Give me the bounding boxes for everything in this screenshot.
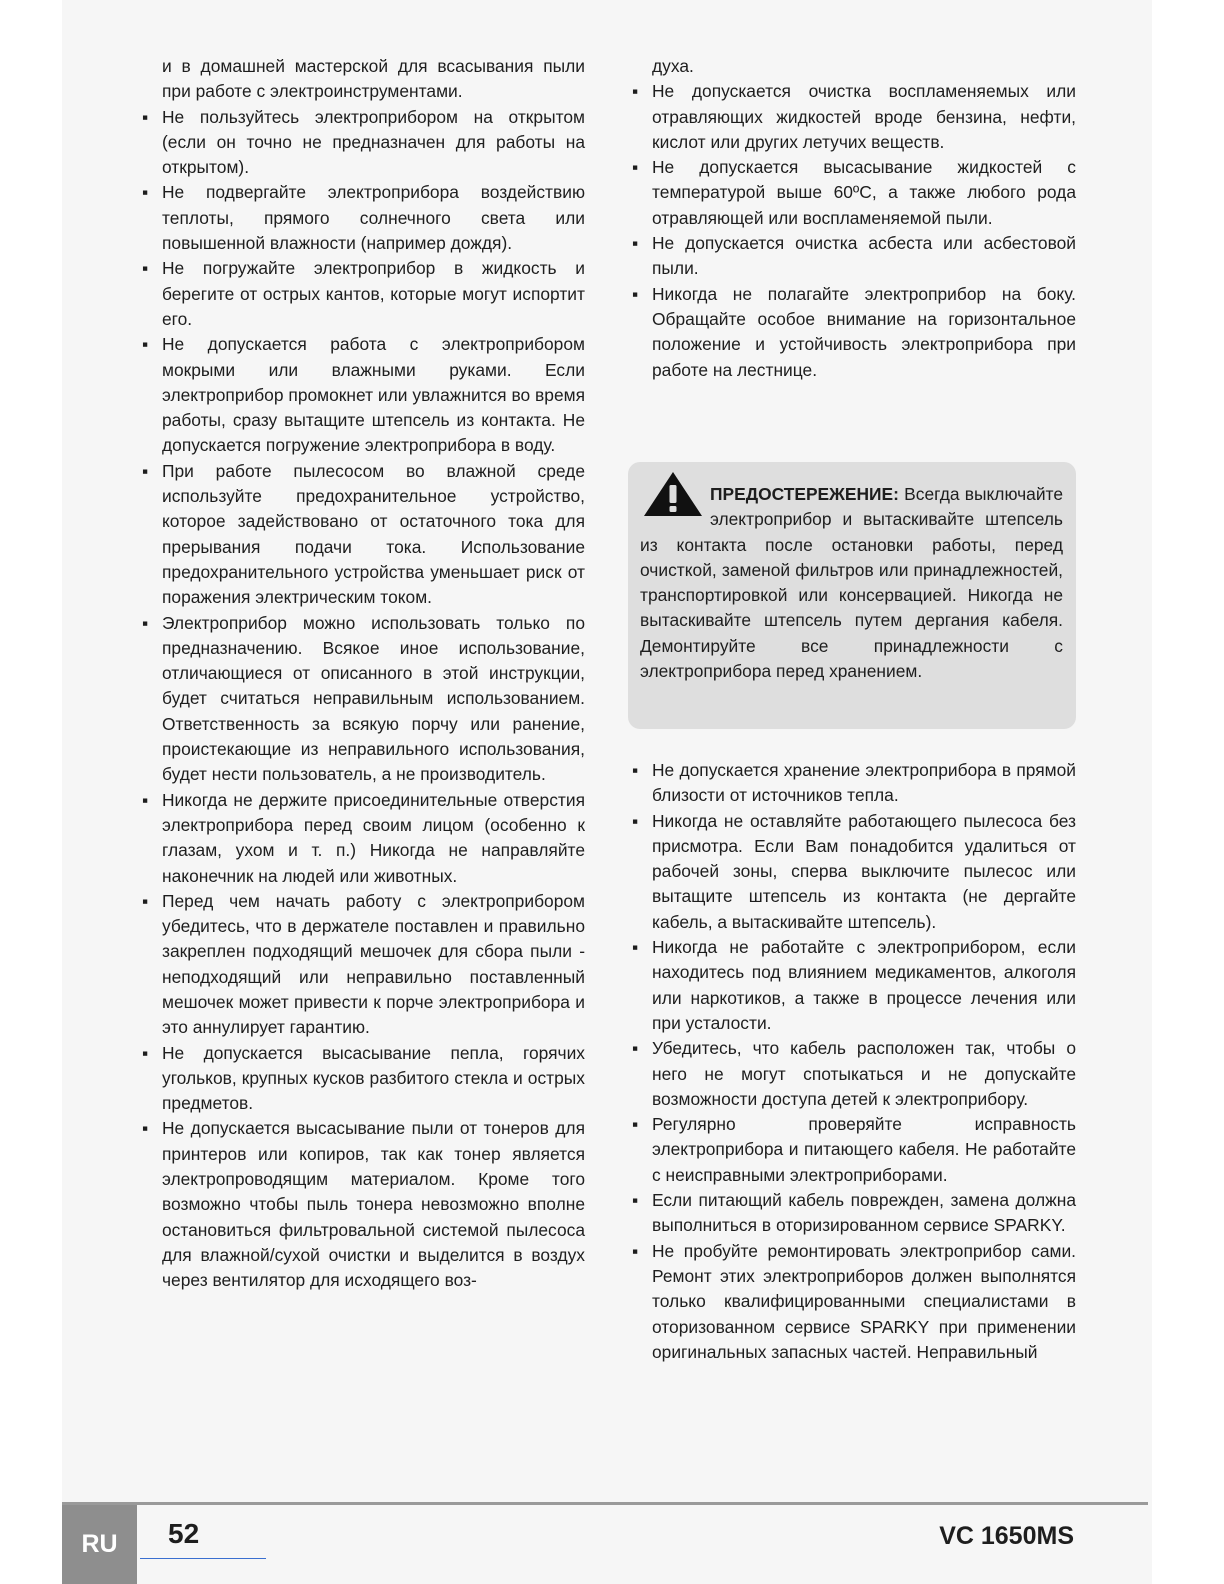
language-badge: RU: [62, 1505, 137, 1584]
left-column: [140, 54, 585, 1294]
list-item-text: Не допускается высасывание пыли от тонеров для принтеров или копиров, так как тонер является электропроводящим материалом. Кроме того возможно чтобы пыль тонера невозможно вполне остановиться фильтровальной системой пылесоса для влажной/сухой очистки и выделится в воздух через вентилятор для исходящего воз-: [162, 1118, 585, 1291]
list-item-text: Никогда не полагайте электроприбор на боку. Обращайте особое внимание на горизонтальное положение и устойчивость электроприбора при работе на лестнице.: [652, 283, 1076, 380]
warning-box: [628, 462, 1076, 729]
list-item-text: Не пользуйтесь электроприбором на открытом (если он точно не предназначен для работы на открытом).: [162, 106, 585, 178]
list-item: [140, 256, 585, 332]
list-item: [630, 282, 1076, 383]
bullet-icon: ▪: [142, 182, 149, 203]
list-item-text: Никогда не держите присоединительные отверстия электроприбора перед своим лицом (особенно к глазам, ухом и т. п.) Никогда не направляйте наконечник на людей или животных.: [162, 789, 585, 886]
model-name: VC 1650MS: [939, 1522, 1074, 1550]
list-item-text: Убедитесь, что кабель расположен так, чтобы о него не могут спотыкаться и не допускайте возможности доступа детей к электроприбору.: [652, 1038, 1076, 1109]
list-item-text: Не допускается хранение электроприбора в прямой близости от источников тепла.: [652, 760, 1076, 806]
bullet-icon: ▪: [632, 1190, 639, 1211]
right-column-top: [630, 54, 1076, 383]
list-item: [630, 1188, 1076, 1239]
bullet-icon: ▪: [142, 460, 149, 481]
list-item: [140, 332, 585, 458]
list-item-text: Перед чем начать работу с электроприбором убедитесь, что в держателе поставлен и правильно закреплен подходящий мешочек для сбора пыли - неподходящий или неправильно поставленный мешочек может привести к порче электроприбора и это аннулирует гарантию.: [162, 890, 585, 1038]
list-item: [630, 231, 1076, 282]
bullet-icon: ▪: [142, 334, 149, 355]
bullet-icon: ▪: [632, 283, 639, 304]
list-item-text: Не допускается высасывание жидкостей с температурой выше 60ºC, а также любого рода отравляющей или воспламеняемой пыли.: [652, 157, 1076, 228]
list-item-text: Не допускается очистка асбеста или асбестовой пыли.: [652, 233, 1076, 279]
link-underline: [140, 1558, 266, 1559]
right-column-bottom: [630, 758, 1076, 1365]
list-item: [630, 1239, 1076, 1365]
page-number: 52: [168, 1518, 200, 1549]
list-item: [140, 1116, 585, 1293]
list-item: [140, 105, 585, 181]
list-item-text: При работе пылесосом во влажной среде используйте предохранительное устройство, которое задействовано от остаточного тока для прерывания подачи тока. Использование предохранительного устройства уменьшает риск от поражения электрическим током.: [162, 460, 585, 608]
list-item-text: Не погружайте электроприбор в жидкость и берегите от острых кантов, которые могут испортит его.: [162, 258, 585, 329]
bullet-icon: ▪: [142, 106, 149, 127]
bullet-icon: ▪: [142, 1042, 149, 1063]
list-item: [140, 1041, 585, 1117]
warning-triangle-icon: [642, 470, 704, 518]
list-item: [630, 809, 1076, 935]
list-item-text: Если питающий кабель поврежден, замена должна выполниться в оторизированном сервисе SPARKY.: [652, 1190, 1076, 1236]
list-item: [630, 758, 1076, 809]
footer-divider: [62, 1502, 1148, 1505]
warning-text: Всегда выключайте электроприбор и вытаскивайте штепсель из контакта после остановки работы, перед очисткой, заменой фильтров или принадлежностей, транспортировкой или консервацией. Никогда не вытаскивайте штепсель путем дергания кабеля. Демонтируйте все принадлежности с электроприбора перед хранением.: [640, 484, 1063, 682]
warning-title: ПРЕДОСТЕРЕЖЕНИЕ:: [710, 484, 899, 504]
bullet-icon: ▪: [632, 1240, 639, 1261]
bullet-icon: ▪: [142, 612, 149, 633]
list-item-text: Никогда не оставляйте работающего пылесоса без присмотра. Если Вам понадобится удалиться от рабочей зоны, сперва выключите пылесос или вытащите штепсель из контакта (не дергайте кабель, а вытаскивайте штепсель).: [652, 810, 1076, 932]
continuation-text: духа.: [652, 56, 694, 76]
list-item: [140, 889, 585, 1041]
bullet-icon: ▪: [632, 1038, 639, 1059]
list-item: [140, 611, 585, 788]
bullet-icon: ▪: [632, 233, 639, 254]
list-item-text: Никогда не работайте с электроприбором, если находитесь под влиянием медикаментов, алкоголя или наркотиков, а также в процессе лечения или при усталости.: [652, 937, 1076, 1033]
bullet-icon: ▪: [632, 937, 639, 958]
bullet-icon: ▪: [632, 157, 639, 178]
list-item-text: Электроприбор можно использовать только по предназначению. Всякое иное использование, отличающиеся от описанного в этой инструкции, будет считаться неправильным использованием. Ответственность за всякую порчу или ранение, проистекающие из неправильного использования, будет нести пользователь, а не производитель.: [162, 612, 585, 785]
list-item-text: Не подвергайте электроприбора воздействию теплоты, прямого солнечного света или повышенной влажности (например дождя).: [162, 182, 585, 254]
list-item: [630, 1112, 1076, 1188]
bullet-icon: ▪: [632, 1114, 639, 1135]
bullet-icon: ▪: [142, 789, 149, 810]
list-item-text: Не допускается работа с электроприбором мокрыми или влажными руками. Если электроприбор промокнет или увлажнится во время работы, сразу вытащите штепсель из контакта. Не допускается погружение электроприбора в воду.: [162, 334, 585, 456]
list-item: [630, 155, 1076, 231]
bullet-icon: ▪: [142, 890, 149, 911]
bullet-icon: ▪: [142, 1118, 149, 1139]
list-item: [630, 79, 1076, 155]
list-item: [630, 935, 1076, 1036]
list-item: [140, 788, 585, 889]
list-item-text: Не пробуйте ремонтировать электроприбор сами. Ремонт этих электроприборов должен выполнятся только квалифицированными специалистами в оторизованном сервисе SPARKY при применении оригинальных запасных частей. Неправильный: [652, 1240, 1076, 1362]
list-item-text: Регулярно проверяйте исправность электроприбора и питающего кабеля. Не работайте с неисправными электроприборами.: [652, 1114, 1076, 1185]
list-item: [140, 459, 585, 611]
bullet-icon: ▪: [632, 810, 639, 831]
list-item: [630, 1036, 1076, 1112]
list-item: [140, 180, 585, 256]
bullet-icon: ▪: [142, 258, 149, 279]
bullet-icon: ▪: [632, 760, 639, 780]
list-item-text: Не допускается очистка воспламеняемых или отравляющих жидкостей вроде бензина, нефти, кислот или других летучих веществ.: [652, 81, 1076, 152]
list-item-text: Не допускается высасывание пепла, горячих угольков, крупных кусков разбитого стекла и острых предметов.: [162, 1042, 585, 1114]
continuation-text: и в домашней мастерской для всасывания пыли при работе с электроинструментами.: [162, 56, 585, 102]
bullet-icon: ▪: [632, 81, 639, 102]
